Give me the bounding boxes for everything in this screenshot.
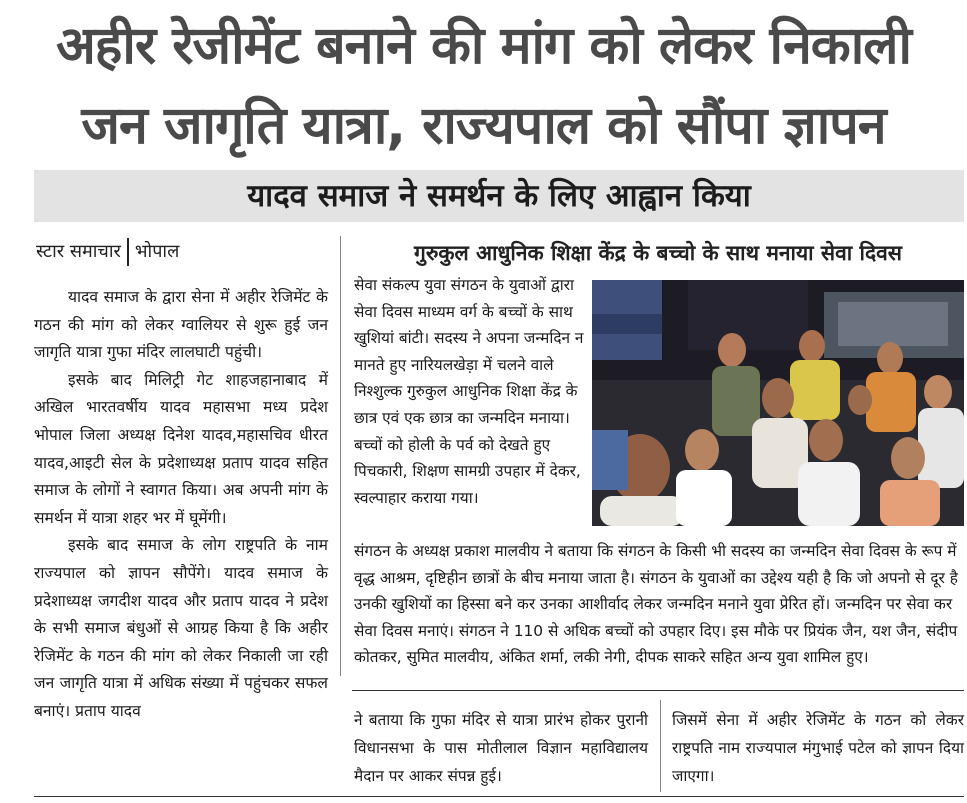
left-paragraph-2: इसके बाद मिलिट्री गेट शाहजहानाबाद में अखिल भारतवर्षीय यादव महासभा मध्य प्रदेश भोपाल जिला अध्यक्ष दिनेश यादव,महासचिव धीरत यादव,आइटी सेल के प्रदेशाध्यक्ष प्रताप यादव सहित समाज के लोगों ने स्वागत किया। अब अपनी मांग के समर्थन में यात्रा शहर भर में घूमेंगी। <box>34 370 328 527</box>
column-divider-left <box>340 236 341 676</box>
headline-line-2: जन जागृति यात्रा, राज्यपाल को सौंपा ज्ञापन <box>81 96 886 156</box>
column-divider-bottom <box>660 700 661 792</box>
continuation-right: जिसमें सेना में अहीर रेजिमेंट के गठन को लेकर राष्ट्रपति नाम राज्यपाल मंगुभाई पटेल को ज्ञापन दिया जाएगा। <box>672 711 964 785</box>
left-paragraph-3: इसके बाद समाज के लोग राष्ट्रपति के नाम राज्यपाल को ज्ञापन सौपेंगे। यादव समाज के प्रदेशाध्यक्ष जगदीश यादव और प्रताप यादव ने प्रदेश के सभी समाज बंधुओं से आग्रह किया है कि अहीर रेजिमेंट के गठन की मांग को लेकर निकाली जा रही जन जागृति यात्रा में अधिक संख्या में पहुंचकर सफल बनाएं। प्रताप यादव <box>34 536 328 720</box>
headline <box>0 6 967 166</box>
story-intro: सेवा संकल्प युवा संगठन के युवाओं द्वारा सेवा दिवस माध्यम वर्ग के बच्चों के साथ खुशियां बांटी। सदस्य ने अपना जन्मदिन न मानते हुए नारियलखेड़ा में चलने वाले निश्शुल्क गुरुकुल आधुनिक शिक्षा केंद्र के छात्र एवं एक छात्र का जन्मदिन मनाया। बच्चों को होली के पर्व को देखते हुए पिचकारी, शिक्षण सामग्री उपहार में देकर, स्वल्पाहार कराया गया। <box>354 276 584 507</box>
story-title: गुरुकुल आधुनिक शिक्षा केंद्र के बच्चो के साथ मनाया सेवा दिवस <box>414 241 902 265</box>
subheadline: यादव समाज ने समर्थन के लिए आह्वान किया <box>34 170 964 222</box>
event-photo <box>592 280 964 526</box>
byline <box>36 238 179 266</box>
continuation-middle: ने बताया कि गुफा मंदिर से यात्रा प्रारंभ होकर पुरानी विधानसभा के पास मोतीलाल विज्ञान महाविद्यालय मैदान पर आकर संपन्न हुई। <box>354 711 648 785</box>
headline-line-1: अहीर रेजीमेंट बनाने की मांग को लेकर निकाली <box>56 16 911 76</box>
page-bottom-rule <box>34 796 964 797</box>
byline-location: भोपाल <box>134 241 180 262</box>
story-body: संगठन के अध्यक्ष प्रकाश मालवीय ने बताया कि संगठन के किसी भी सदस्य का जन्मदिन सेवा दिवस के रूप में वृद्ध आश्रम, दृष्टिहीन छात्रों के बीच मनाया जाता है। संगठन के युवाओं का उद्देश्य यही है कि जो अपनो से दूर है उनकी खुशियों का हिस्सा बने कर उनका आशीर्वाद लेकर जन्मदिन मनाने युवा प्रेरित हों। जन्मदिन पर सेवा कर सेवा दिवस मनाएं। संगठन ने 110 से अधिक बच्चों को उपहार दिए। इस मौके पर प्रियंक जैन, यश जैन, संदीप कोतकर, सुमित मालवीय, अंकित शर्मा, लकी नेगी, दीपक साकरे सहित अन्य युवा शामिल हुए। <box>354 542 958 667</box>
byline-source: स्टार समाचार <box>36 241 121 262</box>
left-paragraph-1: यादव समाज के द्वारा सेना में अहीर रेजिमेंट के गठन की मांग को लेकर ग्वालियर से शुरू हुई जन जागृति यात्रा गुफा मंदिर लालघाटी पहुंची। <box>34 288 328 362</box>
section-divider <box>352 690 964 691</box>
byline-separator <box>127 238 129 266</box>
event-photo-illustration <box>592 280 964 526</box>
left-column <box>34 284 328 726</box>
